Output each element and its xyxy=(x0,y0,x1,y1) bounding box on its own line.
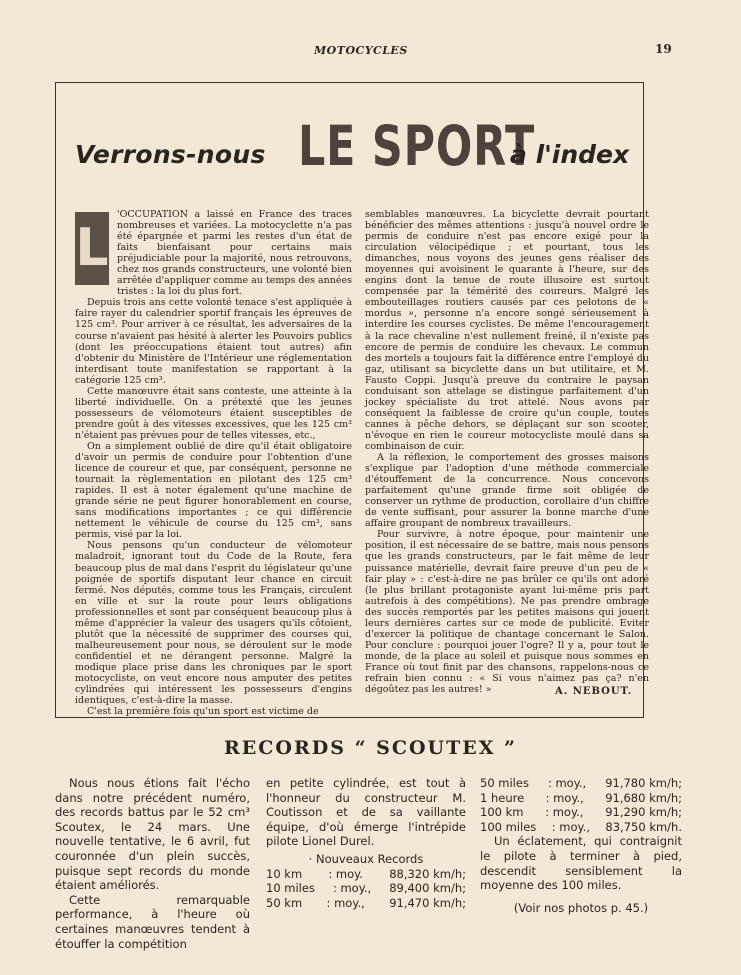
paragraph: Cette remarquable performance, à l'heure où certaines manœuvres tendent à étouffer la compétition xyxy=(55,892,250,951)
record-label: : moy., xyxy=(551,819,590,834)
record-distance: 100 miles xyxy=(480,819,537,834)
record-distance: 10 km xyxy=(266,866,303,881)
record-distance: 50 miles xyxy=(480,776,529,790)
record-row xyxy=(480,805,682,820)
paragraph: Depuis trois ans cette volonté tenace s'est appliquée à faire rayer du calendrier sportif français les épreuves de 125 cm³. Pour arriver à ce résultat, les adversaires de la course n'avaient pas hésité à alerter les Pouvoirs publics (dont les préoccupations étaient tout autres) afin d'obtenir du Ministère de l'Intérieur une réglementation interdisant toute manifestation se rapportant à la catégorie 125 cm³. xyxy=(75,297,352,386)
author-signature: A. NEBOUT. xyxy=(555,686,633,697)
article-title-big: LE SPORT xyxy=(298,114,535,178)
paragraph: en petite cylindrée, est tout à l'honneur du constructeur M. Coutisson et de sa vaillante équipe, d'où émerge l'intrépide pilote Lionel Durel. xyxy=(266,776,466,849)
record-label: : moy., xyxy=(332,881,372,896)
record-distance: 10 miles xyxy=(266,881,315,896)
page-number: 19 xyxy=(655,42,672,56)
records-title: RECORDS “ SCOUTEX ” xyxy=(224,737,517,759)
record-row xyxy=(480,791,682,806)
record-speed: 91,290 km/h; xyxy=(605,805,682,820)
paragraph: Nous pensons qu'un conducteur de vélomoteur maladroit, ignorant tout du Code de la Route, fera beaucoup plus de mal dans l'esprit du législateur qu'une poignée de sportifs disputant leur chance en circuit fermé. Nos députés, comme tous les Français, circulent en ville et sur la route pour leurs obligations professionnelles et sont par conséquent beaucoup plus à même d'apprécier la valeur des usagers qu'ils côtoient, plutôt que la nécessité de supprimer des courses qui, malheureusement pour nous, se déroulent sur le mode confidentiel et ne dérangent personne. Malgré la modique place prise dans les chroniques par le sport motocycliste, on veut encore nous amputer des petites cylindrées qui intéressent les possesseurs d'engins identiques, c'est-à-dire la masse. xyxy=(75,540,352,707)
record-label: : moy., xyxy=(545,805,584,820)
record-label: : moy., xyxy=(547,776,587,790)
paragraph: Cette manœuvre était sans conteste, une atteinte à la liberté individuelle. On a prétexté que les jeunes possesseurs de vélomoteurs étaient susceptibles de prendre goût à des vitesses excessives, que les 125 cm³ n'étaient pas prévues pour de telles vitesses, etc., xyxy=(75,385,352,441)
paragraph: Nous nous étions fait l'écho dans notre précédent numéro, des records battus par le 52 cm³ Scoutex, le 24 mars. Une nouvelle tentative, le 6 avril, fut couronnée d'un plein succès, puisque sept records du monde étaient améliorés. xyxy=(55,776,250,893)
paragraph: C'est la première fois qu'un sport est victime de xyxy=(87,706,319,718)
record-label: : moy., xyxy=(545,790,584,805)
record-label: : moy., xyxy=(326,895,365,910)
record-distance: 50 km xyxy=(266,895,303,910)
records-column-2 xyxy=(266,776,466,910)
paragraph: 'OCCUPATION a laissé en France des traces nombreuses et variées. La motocyclette n'a pas été épargnée et parmi les restes d'un état de faits bienfaisant pour certains mais préjudiciable pour la majorité, nous retrouvons, chez nos grands constructeurs, une volonté bien arrêtée d'appliquer comme au temps des années tristes : la loi du plus fort. xyxy=(117,209,352,298)
record-speed: 91,780 km/h; xyxy=(605,776,682,790)
records-column-3 xyxy=(480,776,682,915)
paragraph: On a simplement oublié de dire qu'il était obligatoire d'avoir un permis de conduire pour l'obtention d'une licence de coureur et que, par conséquent, personne ne tournait la règlementation en pilotant des 125 cm³ rapides. Il est à noter également qu'une machine de grande série ne peut figurer honorablement en course, sans modifications importantes ; ce qui différencie nettement le véhicule de course du 125 cm³, sans permis, visé par la loi. xyxy=(75,440,352,541)
paragraph: A la réflexion, le comportement des grosses maisons s'explique par l'adoption d'une méthode commerciale d'étouffement de la concurrence. Nous concevons parfaitement qu'une grande firme soit obligée de conserver un rythme de production, corollaire d'un chiffre de vente suffisant, pour assurer la bonne marche d'une affaire groupant de nombreux travailleurs. xyxy=(365,452,649,530)
record-speed: 88,320 km/h; xyxy=(389,866,466,881)
article-column-left xyxy=(75,209,352,717)
article-column-right xyxy=(365,209,649,695)
paragraph: Un éclatement, qui contraignit le pilote à terminer à pied, descendit sensiblement la moyenne des 100 miles. xyxy=(480,834,682,893)
paragraph: Pour survivre, à notre époque, pour maintenir une position, il est nécessaire de se battre, mais nous pensons que les grands constructeurs, par le fait même de leur puissance matérielle, devrait faire preuve d'un peu de « fair play » : c'est-à-dire ne pas brûler ce qu'ils ont adoré (le plus brillant protagoniste ayant lui-même pris part autrefois à des compétitions). Ne pas prendre ombrage des succès remportés par les petites maisons qui jouent leurs dernières cartes sur ce mode de publicité. Eviter d'exercer la politique de chantage concernant le Salon. Pour conclure : pourquoi jouer l'ogre? Il y a, pour tout le monde, de la place au soleil et puisque nous sommes en France où tout finit par des chansons, rappelons-nous ce refrain bien connu : « Si vous n'aimez pas ça? n'en dégoûtez pas les autres! » xyxy=(365,529,649,696)
article-title-right: à l'index xyxy=(510,140,630,169)
photos-reference: (Voir nos photos p. 45.) xyxy=(513,900,649,915)
record-distance: 100 km xyxy=(480,805,524,820)
paragraph: semblables manœuvres. La bicyclette devrait pourtant bénéficier des mêmes attentions : jusqu'à nouvel ordre le permis de conduire n'est pas encore exigé pour la circulation vélocipédique ; et pourtant, tous les dimanches, nous voyons des jeunes gens réaliser des moyennes qui avoisinent le quarante à l'heure, sur des engins dont la tenue de route illusoire est surtout compensée par la témérité des coureurs. Malgré les embouteillages routiers causés par ces pelotons de « mordus », personne n'a encore songé sérieusement à interdire les courses cyclistes. De même l'encouragement à la race chevaline n'est nullement freiné, il n'existe pas encore de permis de conduire les chevaux. Le commun des mortels a toujours fait la différence entre l'employé du gaz, utilisant sa bicyclette dans un but utilitaire, et M. Fausto Coppi. Jusqu'à preuve du contraire le paysan conduisant son attelage se distingue parfaitement d'un jockey spécialiste du trot attelé. Nous avons par conséquent la faiblesse de croire qu'un couple, toutes cannes à pêche dehors, se déplaçant sur son scooter, n'évoque en rien le coureur motocycliste moulé dans sa combinaison de cuir. xyxy=(365,209,649,452)
record-row xyxy=(480,820,682,835)
records-table xyxy=(266,867,466,911)
record-speed: 83,750 km/h. xyxy=(605,819,682,834)
records-table xyxy=(480,776,682,834)
records-subheading: · Nouveaux Records xyxy=(308,851,424,866)
record-row xyxy=(266,896,466,911)
article-title-left: Verrons-nous xyxy=(75,140,266,169)
record-speed: 91,470 km/h; xyxy=(389,895,466,910)
running-title: MOTOCYCLES xyxy=(314,44,408,57)
record-row xyxy=(266,881,466,896)
record-distance: 1 heure xyxy=(480,790,525,805)
record-row xyxy=(266,867,466,882)
record-label: : moy. xyxy=(328,866,363,881)
records-column-1 xyxy=(55,776,250,951)
dropcap: L xyxy=(75,212,109,285)
record-speed: 91,680 km/h; xyxy=(605,790,682,805)
record-speed: 89,400 km/h; xyxy=(389,881,466,896)
record-row xyxy=(480,776,682,791)
